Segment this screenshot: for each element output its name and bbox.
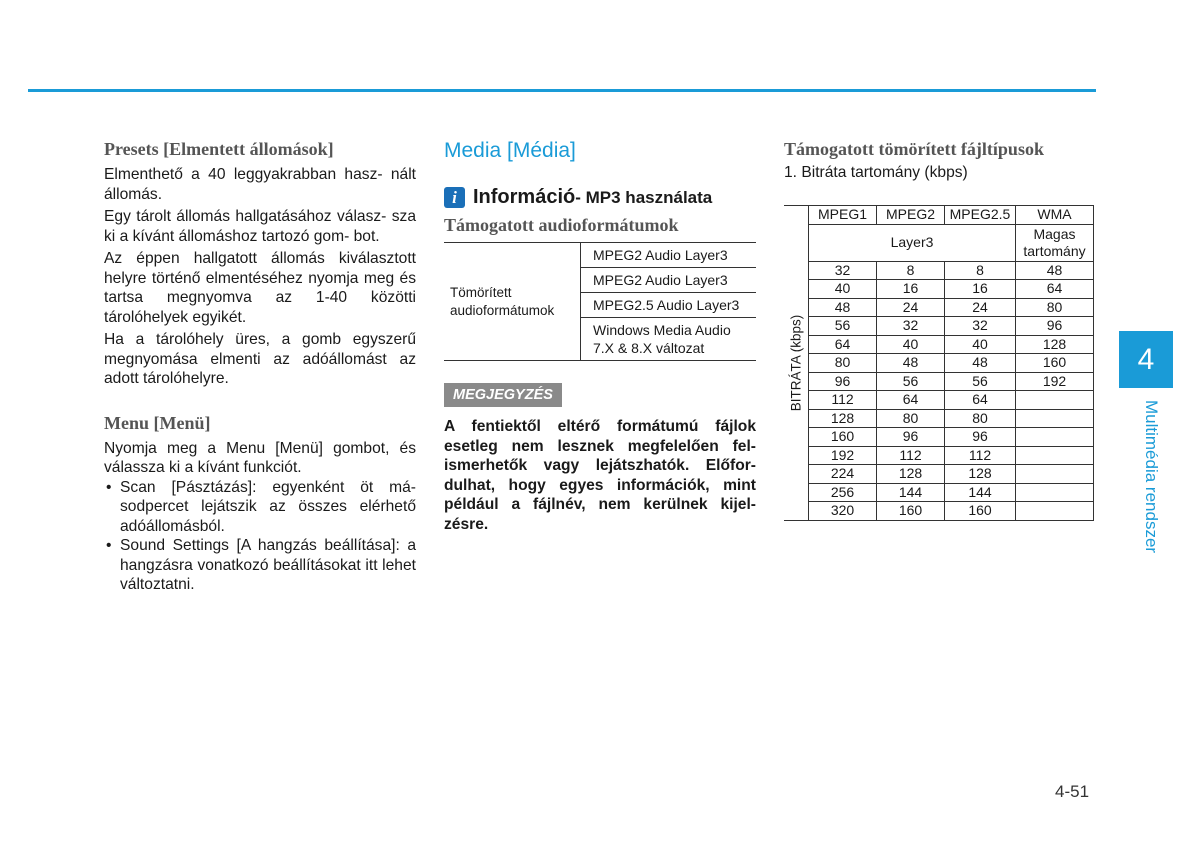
table-cell: 16 <box>877 280 945 299</box>
table-cell: 48 <box>1016 261 1094 280</box>
bullet: • <box>106 537 112 554</box>
note-text: A fentiektől eltérő formátumú fájlok esetleg nem lesznek megfelelően fel- ismerhetők vagy lejátszhatók. Előfor- dulhat, hogy egyes információk, mint például a fájlnév, nem kerülnek kijel- zésre. <box>444 418 756 533</box>
table-cell: 160 <box>1016 354 1094 373</box>
format-cell: MPEG2 Audio Layer3 <box>581 243 757 268</box>
column-header-mpeg25: MPEG2.5 <box>945 206 1016 225</box>
table-cell: 80 <box>809 354 877 373</box>
bitrate-axis <box>784 206 809 521</box>
table-cell: 80 <box>877 409 945 428</box>
table-cell: 48 <box>945 354 1016 373</box>
presets-paragraph-2: Egy tárolt állomás hallgatásához válasz- sza ki a kívánt állomáshoz tartozó gom- bot. <box>104 208 416 245</box>
left-column <box>104 139 416 595</box>
table-cell: 112 <box>877 446 945 465</box>
menu-heading: Menu [Menü] <box>104 412 211 433</box>
table-row <box>784 391 1094 410</box>
table-cell: 16 <box>945 280 1016 299</box>
table-row <box>784 261 1094 280</box>
table-cell: 48 <box>809 298 877 317</box>
middle-column <box>444 139 756 534</box>
table-cell: 320 <box>809 502 877 521</box>
table-cell: 56 <box>809 317 877 336</box>
wma-range-label: Magas tartomány <box>1016 224 1094 261</box>
info-icon: i <box>444 187 465 208</box>
list-item: • Sound Settings [A hangzás beállítása]: a hangzásra vonatkozó beállításokat itt lehet változtatni. <box>106 537 416 593</box>
table-cell <box>1016 446 1094 465</box>
info-subtitle: - MP3 használata <box>575 187 713 207</box>
format-cell: Windows Media Audio 7.X & 8.X változat <box>581 318 757 361</box>
filetypes-heading: Támogatott tömörített fájltípusok <box>784 139 1044 159</box>
table-cell: 112 <box>809 391 877 410</box>
table-row <box>784 298 1094 317</box>
list-item: • Scan [Pásztázás]: egyenként öt má- sodpercet lejátszik az összes elérhető adóállomásból. <box>106 478 416 535</box>
table-cell: 64 <box>809 335 877 354</box>
table-cell <box>1016 391 1094 410</box>
formats-category: Tömörített audioformátumok <box>444 243 581 361</box>
page-number: 4-51 <box>1055 782 1090 801</box>
presets-paragraph-4: Ha a tárolóhely üres, a gomb egyszerű megnyomása elmenti az adóállomást az adott tárolóhelyre. <box>104 331 416 387</box>
presets-paragraph-1: Elmenthető a 40 leggyakrabban hasz- nált állomás. <box>104 166 416 203</box>
table-cell: 224 <box>809 465 877 484</box>
table-cell: 8 <box>945 261 1016 280</box>
table-row <box>784 483 1094 502</box>
table-cell: 80 <box>1016 298 1094 317</box>
table-cell: 8 <box>877 261 945 280</box>
table-cell <box>1016 428 1094 447</box>
table-row <box>784 335 1094 354</box>
table-cell: 96 <box>1016 317 1094 336</box>
table-row <box>784 465 1094 484</box>
chapter-tab: 4 <box>1119 331 1173 388</box>
table-cell: 160 <box>877 502 945 521</box>
table-cell: 128 <box>945 465 1016 484</box>
table-row <box>784 280 1094 299</box>
formats-heading: Támogatott audioformátumok <box>444 215 679 235</box>
menu-paragraph: Nyomja meg a Menu [Menü] gombot, és válassza ki a kívánt funkciót. <box>104 439 416 476</box>
table-row <box>784 354 1094 373</box>
table-cell: 24 <box>877 298 945 317</box>
bullet: • <box>106 478 112 496</box>
table-cell <box>1016 502 1094 521</box>
right-column <box>784 139 1096 183</box>
format-cell: MPEG2 Audio Layer3 <box>581 268 757 293</box>
formats-table <box>444 242 756 361</box>
bitrate-table <box>784 205 1094 521</box>
table-cell: 160 <box>945 502 1016 521</box>
table-cell <box>1016 409 1094 428</box>
table-cell: 112 <box>945 446 1016 465</box>
column-header-mpeg1: MPEG1 <box>809 206 877 225</box>
table-cell: 96 <box>945 428 1016 447</box>
menu-bullet-list <box>104 478 416 595</box>
table-cell: 128 <box>877 465 945 484</box>
table-row <box>784 409 1094 428</box>
table-row <box>784 446 1094 465</box>
note-badge: MEGJEGYZÉS <box>444 383 562 407</box>
table-cell: 192 <box>1016 372 1094 391</box>
table-cell: 32 <box>945 317 1016 336</box>
layer3-label: Layer3 <box>809 224 1016 261</box>
bitrate-axis-label: BITRÁTA (kbps) <box>788 314 804 412</box>
chapter-label: Multimédia rendszer <box>1142 400 1161 554</box>
table-cell: 160 <box>809 428 877 447</box>
table-row <box>784 372 1094 391</box>
table-cell: 24 <box>945 298 1016 317</box>
format-cell: MPEG2.5 Audio Layer3 <box>581 293 757 318</box>
table-cell: 48 <box>877 354 945 373</box>
table-cell: 256 <box>809 483 877 502</box>
info-title: Információ <box>473 186 576 208</box>
column-header-mpeg2: MPEG2 <box>877 206 945 225</box>
table-cell: 128 <box>809 409 877 428</box>
presets-heading: Presets [Elmentett állomások] <box>104 139 334 159</box>
table-cell: 128 <box>1016 335 1094 354</box>
table-cell: 96 <box>809 372 877 391</box>
media-heading: Media [Média] <box>444 139 576 162</box>
table-cell: 64 <box>877 391 945 410</box>
table-row <box>784 502 1094 521</box>
table-cell: 144 <box>877 483 945 502</box>
table-cell: 40 <box>809 280 877 299</box>
info-title-row <box>444 186 756 209</box>
table-cell: 40 <box>877 335 945 354</box>
presets-paragraph-3: Az éppen hallgatott állomás kiválasztott helyre történő elmentéséhez nyomja meg és tartsa megnyomva az 1-40 közötti tárolóhelyek egyikét. <box>104 250 416 326</box>
table-cell: 80 <box>945 409 1016 428</box>
table-row <box>784 317 1094 336</box>
table-cell: 56 <box>877 372 945 391</box>
table-cell: 96 <box>877 428 945 447</box>
table-cell: 32 <box>877 317 945 336</box>
table-cell: 40 <box>945 335 1016 354</box>
table-cell: 192 <box>809 446 877 465</box>
table-row <box>784 428 1094 447</box>
column-header-wma: WMA <box>1016 206 1094 225</box>
header-rule <box>28 89 1096 92</box>
bitrate-subheading: 1. Bitráta tartomány (kbps) <box>784 164 968 181</box>
table-cell <box>1016 465 1094 484</box>
table-cell: 56 <box>945 372 1016 391</box>
table-cell: 64 <box>945 391 1016 410</box>
table-cell <box>1016 483 1094 502</box>
table-cell: 64 <box>1016 280 1094 299</box>
table-cell: 144 <box>945 483 1016 502</box>
table-cell: 32 <box>809 261 877 280</box>
